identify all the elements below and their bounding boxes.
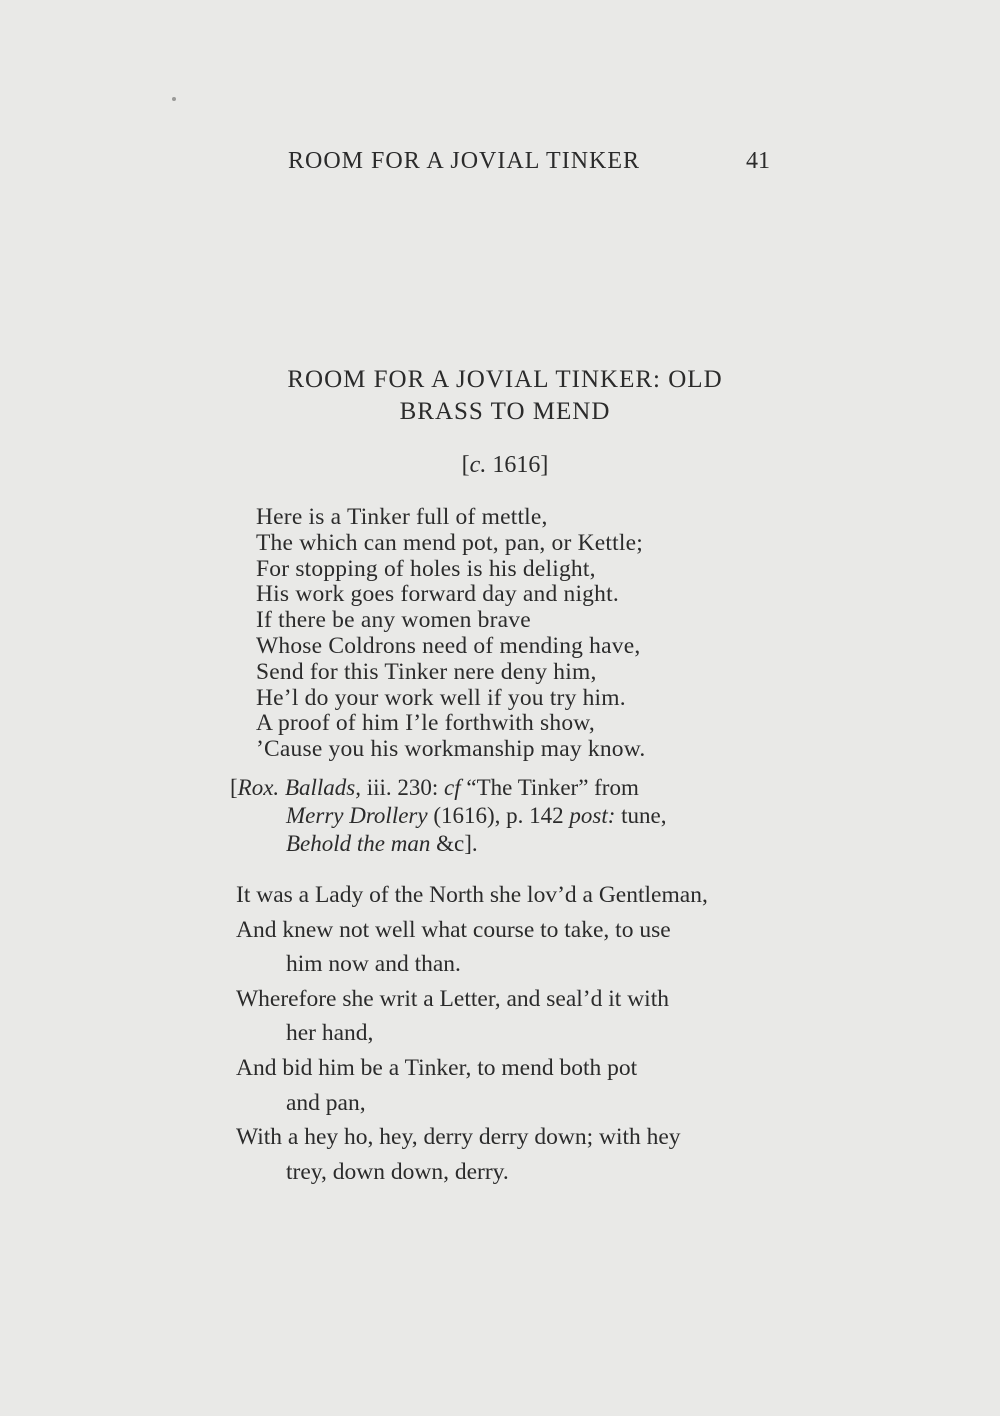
source-note-line-3: [230, 830, 790, 858]
verse-line: A proof of him I’le forthwith show,: [256, 710, 595, 737]
note-ref1: iii. 230:: [366, 775, 439, 800]
note-cf: cf: [444, 775, 461, 800]
verse-line: Send for this Tinker nere deny him,: [256, 658, 597, 685]
source-note: [230, 774, 790, 858]
ballad-line: Wherefore she writ a Letter, and seal’d it with: [236, 985, 669, 1012]
poem-title-line-2: BRASS TO MEND: [399, 398, 611, 425]
ballad-line: With a hey ho, hey, derry derry down; with hey: [236, 1124, 681, 1151]
ballad-line: And knew not well what course to take, to use: [236, 916, 671, 943]
note-end: &c].: [436, 831, 478, 856]
ballad-line-continuation: him now and than.: [286, 951, 461, 978]
verse-line: He’l do your work well if you try him.: [256, 684, 626, 711]
verse-line: His work goes forward day and night.: [256, 581, 619, 608]
ballad-block: [236, 878, 796, 1189]
note-tinker-ref: “The Tinker” from: [466, 775, 639, 800]
note-merry-drollery: Merry Drollery: [286, 803, 428, 828]
paper-speck: [172, 97, 176, 101]
verse-block: [256, 505, 776, 763]
verse-line: ’Cause you his workmanship may know.: [256, 736, 646, 763]
date-year: 1616]: [486, 452, 549, 478]
verse-line: If there be any women brave: [256, 607, 531, 634]
source-note-line-1: [230, 774, 790, 802]
poem-title-line-1: ROOM FOR A JOVIAL TINKER: OLD: [287, 366, 723, 393]
note-tune: tune,: [621, 803, 667, 828]
verse-line: Whose Coldrons need of mending have,: [256, 632, 641, 659]
note-post: post:: [569, 803, 616, 828]
ballad-line: It was a Lady of the North she lov’d a Gentleman,: [236, 882, 708, 908]
ballad-line: And bid him be a Tinker, to mend both pot: [236, 1054, 638, 1081]
date-circa: c.: [469, 452, 487, 478]
note-rox: Rox.: [237, 775, 280, 800]
ballad-line-continuation: and pan,: [286, 1089, 366, 1116]
date-open: [: [461, 452, 470, 478]
note-ballads: Ballads,: [284, 775, 361, 800]
source-note-line-2: [230, 802, 790, 830]
verse-line: Here is a Tinker full of mettle,: [256, 504, 548, 530]
page-number: 41: [746, 148, 770, 174]
running-head: ROOM FOR A JOVIAL TINKER: [288, 148, 641, 174]
verse-line: For stopping of holes is his delight,: [256, 555, 596, 582]
poem-date: [200, 452, 810, 479]
note-open-bracket: [: [230, 775, 238, 800]
ballad-line-continuation: her hand,: [286, 1020, 374, 1047]
verse-line: The which can mend pot, pan, or Kettle;: [256, 529, 643, 556]
ballad-line-continuation: trey, down down, derry.: [286, 1158, 509, 1185]
note-behold: Behold the man: [286, 831, 431, 856]
note-ref2: (1616), p. 142: [433, 803, 564, 828]
